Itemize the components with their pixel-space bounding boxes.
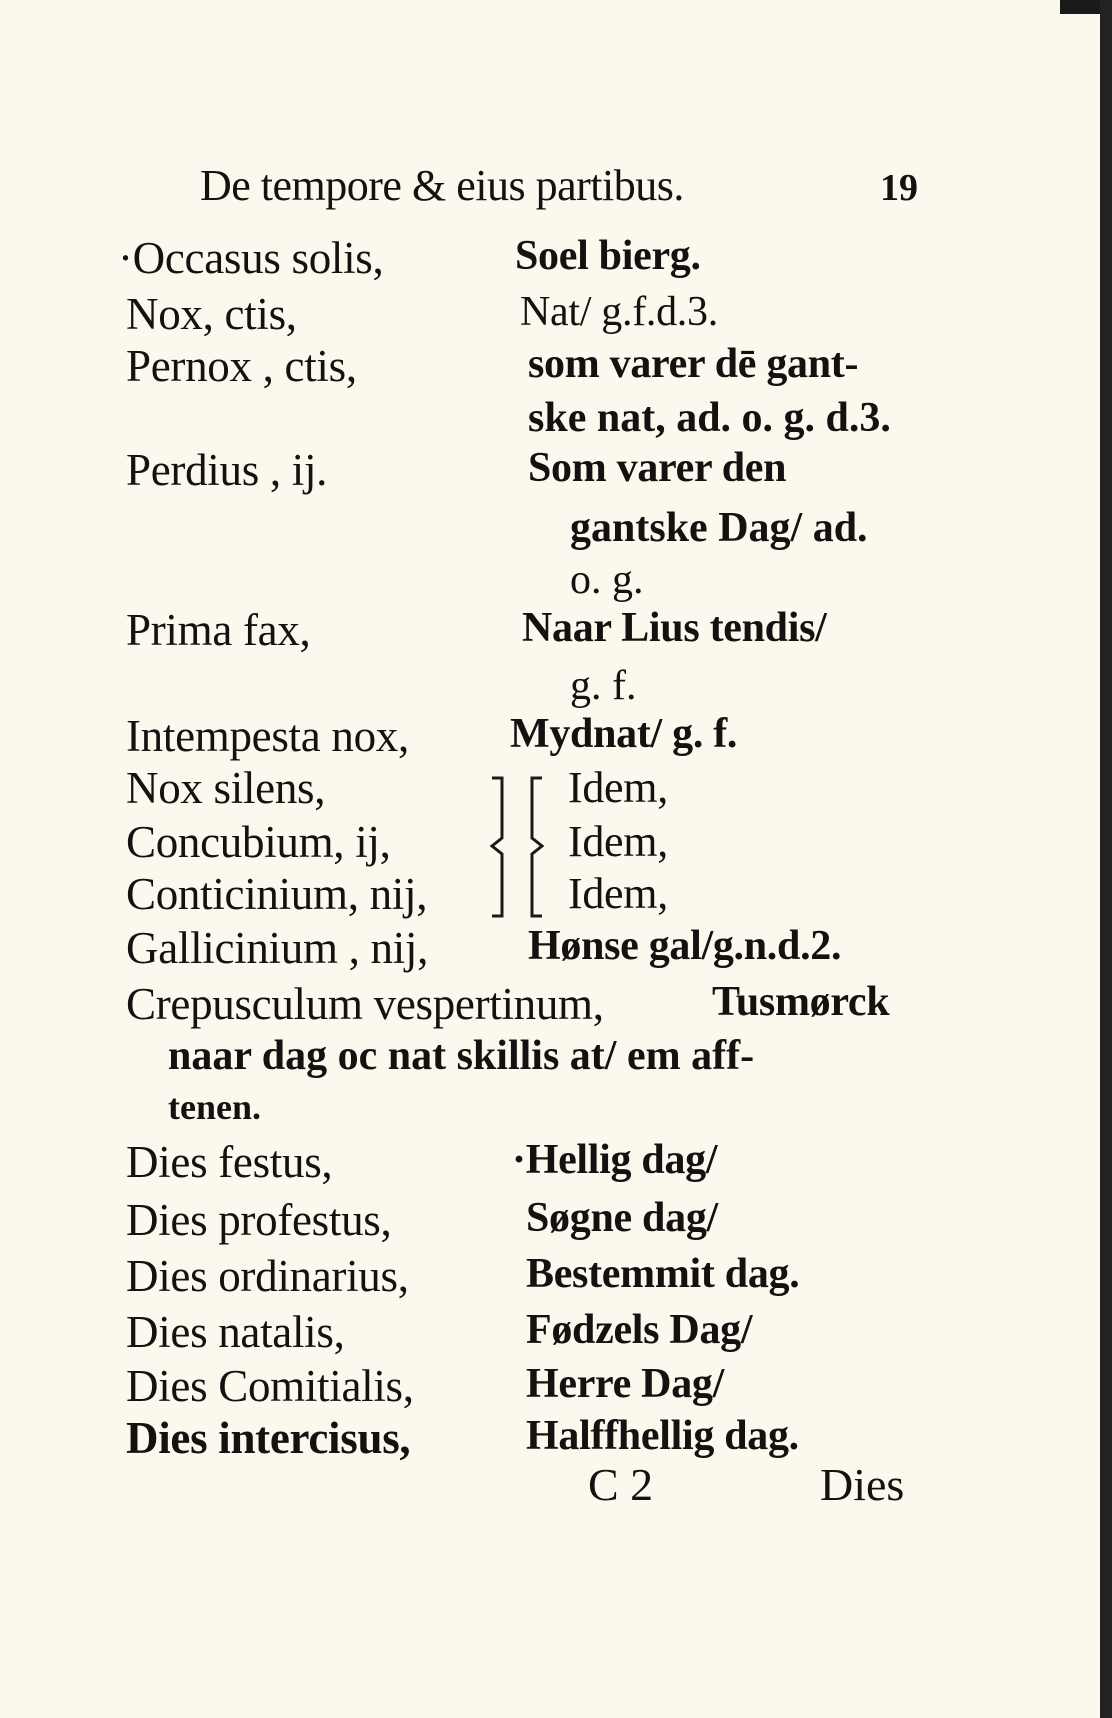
- entry-danish: ·Hellig dag/: [512, 1137, 718, 1183]
- entry-latin: ·Occasus solis,: [118, 233, 384, 283]
- entry-latin: Dies profestus,: [126, 1195, 392, 1245]
- folio-number: 19: [880, 167, 918, 209]
- entry-latin: Concubium, ij,: [126, 817, 391, 867]
- entry-danish-continued: ske nat, ad. o. g. d.3.: [528, 395, 891, 441]
- grouping-brace: [480, 768, 570, 928]
- long-entry-danish-continued: tenen.: [168, 1087, 261, 1127]
- signature-mark: C 2: [588, 1459, 654, 1510]
- entry-latin: Intempesta nox,: [126, 711, 409, 761]
- entry-danish-continued: o. g.: [570, 557, 644, 603]
- entry-danish-continued: g. f.: [570, 663, 637, 709]
- entry-latin: Dies intercisus,: [126, 1413, 411, 1463]
- entry-latin: Conticinium, nij,: [126, 869, 428, 919]
- entry-danish: Idem,: [568, 763, 668, 812]
- entry-latin: Prima fax,: [126, 605, 311, 655]
- running-title: De tempore & eius partibus.: [200, 161, 684, 210]
- entry-latin: Dies festus,: [126, 1137, 333, 1187]
- entry-danish: Hønse gal/g.n.d.2.: [528, 923, 842, 969]
- entry-danish: Nat/ g.f.d.3.: [520, 289, 718, 335]
- long-entry-danish-continued: naar dag oc nat skillis at/ em aff-: [168, 1033, 755, 1079]
- entry-danish: Soel bierg.: [515, 233, 701, 279]
- page-edge-shadow-right: [1100, 0, 1112, 1718]
- entry-danish: Idem,: [568, 817, 668, 866]
- entry-danish: Fødzels Dag/: [526, 1307, 753, 1353]
- entry-danish: Naar Lius tendis/: [522, 605, 827, 651]
- entry-danish-continued: gantske Dag/ ad.: [570, 505, 868, 551]
- entry-danish: Som varer den: [528, 445, 787, 491]
- entry-danish: Søgne dag/: [526, 1195, 718, 1241]
- entry-latin: Gallicinium , nij,: [126, 923, 429, 973]
- entry-latin: Dies Comitialis,: [126, 1361, 414, 1411]
- entry-latin: Dies natalis,: [126, 1307, 345, 1357]
- entry-latin: Dies ordinarius,: [126, 1251, 409, 1301]
- entry-danish: Bestemmit dag.: [526, 1251, 800, 1297]
- entry-danish: som varer dē gant-: [528, 341, 859, 387]
- entry-danish: Halffhellig dag.: [526, 1413, 799, 1459]
- entry-latin: Perdius , ij.: [126, 445, 328, 495]
- long-entry-danish: Tusmørck: [712, 979, 890, 1025]
- entry-latin: Nox, ctis,: [126, 289, 297, 339]
- entry-danish: Idem,: [568, 869, 668, 918]
- entry-latin: Nox silens,: [126, 763, 326, 813]
- entry-danish: Herre Dag/: [526, 1361, 724, 1407]
- catchword: Dies: [820, 1459, 905, 1510]
- long-entry-latin: Crepusculum vespertinum,: [126, 979, 604, 1029]
- entry-danish: Mydnat/ g. f.: [510, 711, 738, 757]
- entry-latin: Pernox , ctis,: [126, 341, 357, 391]
